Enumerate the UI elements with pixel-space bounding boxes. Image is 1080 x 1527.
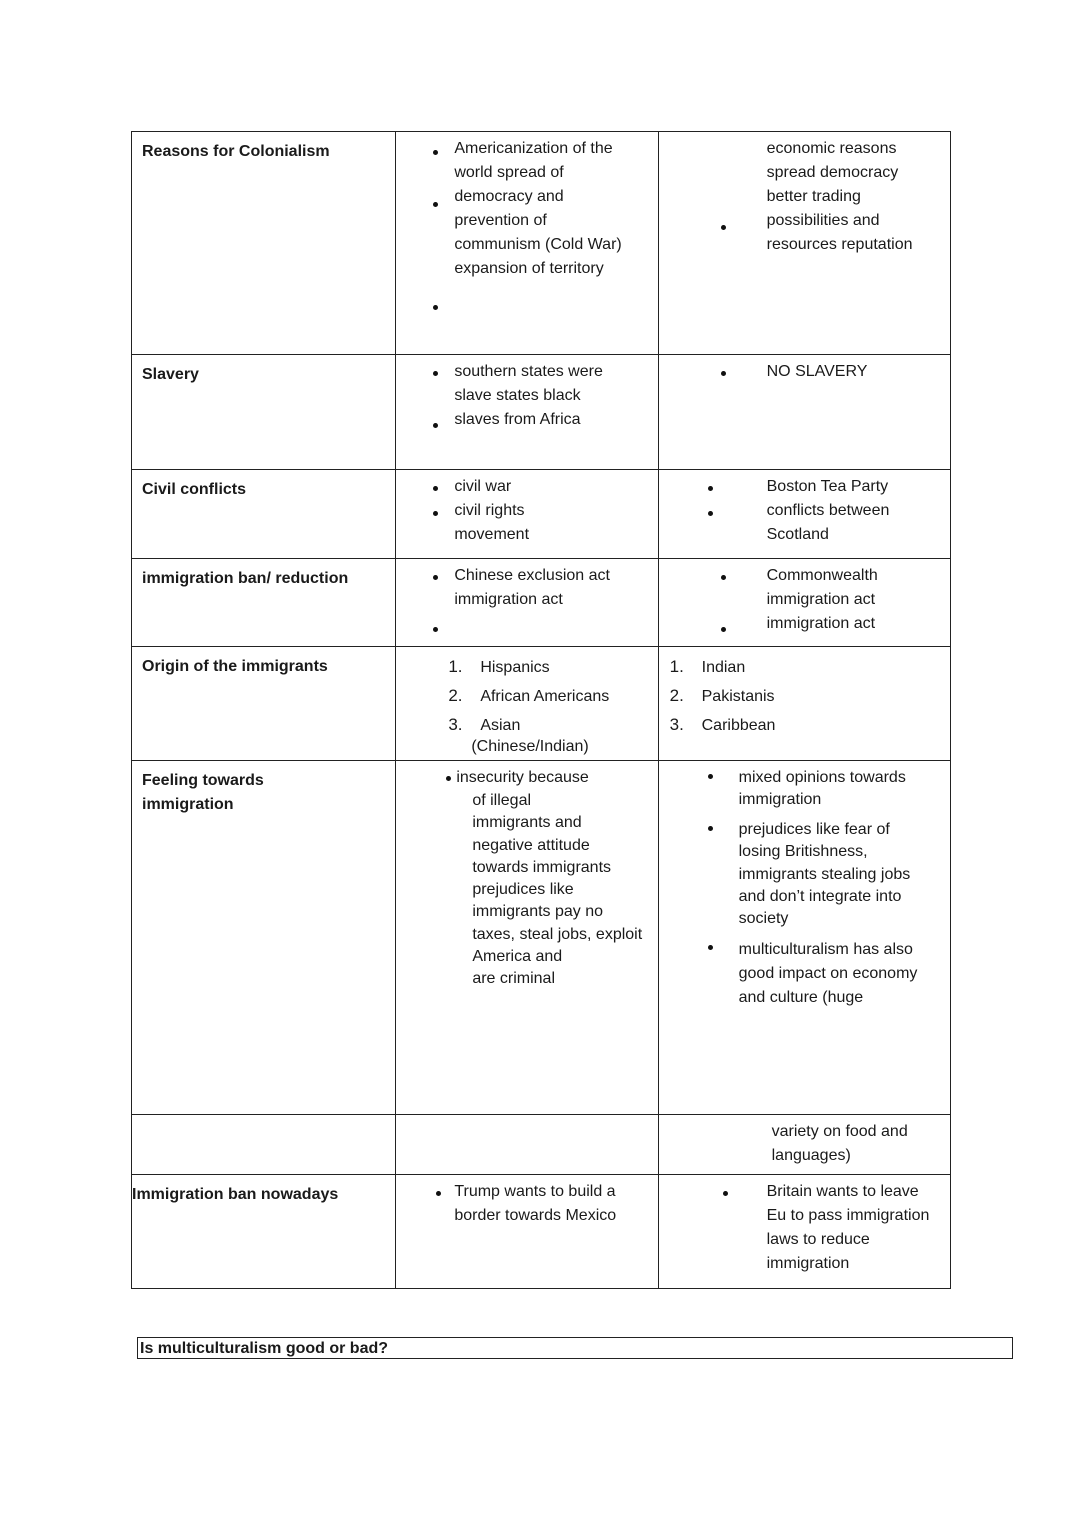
row-topic: immigration ban/ reduction <box>132 559 396 647</box>
bullet-icon <box>721 575 726 580</box>
row-topic: Origin of the immigrants <box>132 647 396 761</box>
usa-cell <box>396 1115 658 1175</box>
bullet-icon <box>708 486 713 491</box>
uk-cell <box>658 132 950 355</box>
usa-cell <box>396 559 658 647</box>
uk-cell <box>658 355 950 470</box>
cell-text: prejudices like fear of losing Britishness, immigrants stealing jobs and don’t integrate into society <box>738 821 911 928</box>
cell-text: of illegal immigrants and negative attitude towards immigrants prejudices like immigrants pay no taxes, steal jobs, exploit America and are criminal <box>472 792 643 988</box>
ordered-list <box>448 653 609 740</box>
cell-text: civil war civil rights movement <box>454 478 530 543</box>
usa-cell <box>396 1175 658 1289</box>
cell-text: Chinese exclusion act immigration act <box>454 567 610 608</box>
cell-text: Boston Tea Party conflicts between Scotland <box>766 478 890 543</box>
cell-text: Britain wants to leave Eu to pass immigration laws to reduce immigration <box>766 1183 930 1272</box>
bullet-icon <box>433 486 438 491</box>
cell-text: insecurity because <box>456 769 589 786</box>
bullet-icon <box>433 202 438 207</box>
table-row <box>132 647 951 761</box>
bullet-icon <box>708 945 713 950</box>
uk-cell <box>658 559 950 647</box>
bullet-icon <box>433 371 438 376</box>
cell-text: (Chinese/Indian) <box>471 738 589 755</box>
list-item: 2. Pakistanis <box>669 686 775 705</box>
cell-text: NO SLAVERY <box>766 363 868 380</box>
bullet-icon <box>723 1191 728 1196</box>
row-topic: Reasons for Colonialism <box>132 132 396 355</box>
question-box: Is multiculturalism good or bad? <box>137 1337 1013 1359</box>
usa-cell <box>396 355 658 470</box>
table-row <box>132 559 951 647</box>
bullet-icon <box>433 423 438 428</box>
cell-text: Commonwealth immigration act immigration act <box>766 567 878 632</box>
bullet-icon <box>433 150 438 155</box>
usa-cell <box>396 132 658 355</box>
list-item: 1. Indian <box>669 657 746 676</box>
ordered-list <box>670 653 776 740</box>
cell-text: economic reasons spread democracy better trading possibilities and resources reputation <box>766 140 913 253</box>
usa-cell <box>396 470 658 559</box>
bullet-icon <box>436 1191 441 1196</box>
bullet-icon <box>708 826 713 831</box>
bullet-icon <box>721 371 726 376</box>
bullet-icon <box>433 511 438 516</box>
uk-cell <box>658 761 950 1115</box>
row-topic: Immigration ban nowadays <box>132 1175 396 1289</box>
uk-cell <box>658 1115 950 1175</box>
cell-text: Americanization of the world spread of democracy and prevention of communism (Cold War) expansion of territory <box>454 140 622 277</box>
uk-cell <box>658 1175 950 1289</box>
bullet-icon <box>708 774 713 779</box>
list-item: 3. Asian <box>448 715 521 734</box>
usa-cell <box>396 647 658 761</box>
uk-cell <box>658 647 950 761</box>
comparison-table <box>131 131 951 1289</box>
row-topic: Feeling towards immigration <box>132 761 396 1115</box>
table-row <box>132 1175 951 1289</box>
cell-text: multiculturalism has also good impact on economy and culture (huge <box>738 941 918 1006</box>
bullet-icon <box>721 627 726 632</box>
list-item: 2. African Americans <box>448 686 610 705</box>
usa-cell <box>396 761 658 1115</box>
list-item: 1. Hispanics <box>448 657 550 676</box>
list-item: 3. Caribbean <box>669 715 776 734</box>
table-row <box>132 1115 951 1175</box>
cell-text: Trump wants to build a border towards Mexico <box>454 1183 617 1224</box>
bullet-icon <box>721 225 726 230</box>
table-row <box>132 132 951 355</box>
bullet-icon <box>433 575 438 580</box>
bullet-icon <box>708 511 713 516</box>
bullet-icon <box>433 627 438 632</box>
cell-text: variety on food and languages) <box>771 1123 908 1164</box>
table-row <box>132 355 951 470</box>
row-topic <box>132 1115 396 1175</box>
table-row <box>132 761 951 1115</box>
row-topic: Slavery <box>132 355 396 470</box>
bullet-icon <box>446 776 451 781</box>
cell-text: mixed opinions towards immigration <box>738 769 906 809</box>
uk-cell <box>658 470 950 559</box>
bullet-icon <box>433 305 438 310</box>
row-topic: Civil conflicts <box>132 470 396 559</box>
cell-text: southern states were slave states black slaves from Africa <box>454 363 603 428</box>
table-row <box>132 470 951 559</box>
